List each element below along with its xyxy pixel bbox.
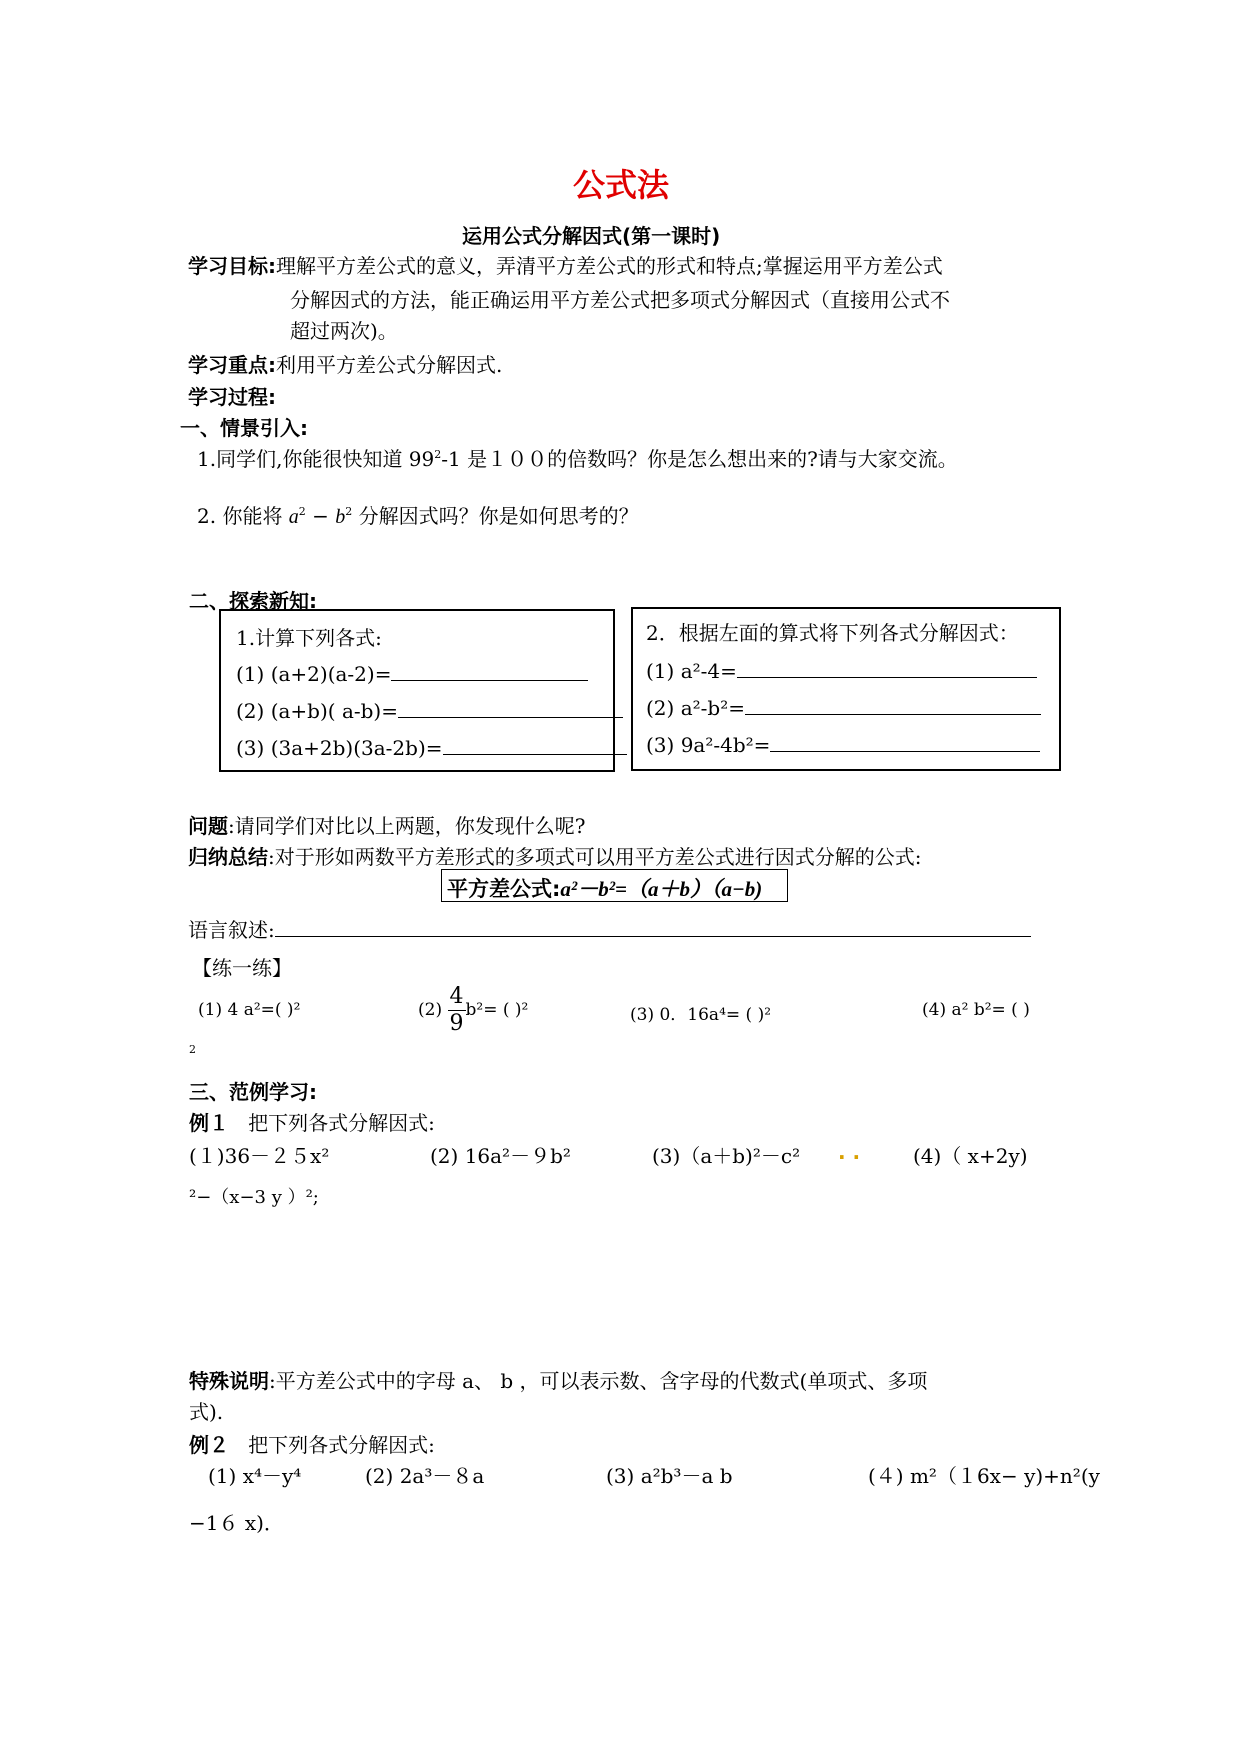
note-line-2: 式). (189, 1400, 224, 1424)
left-box-item-3: (3) (3a+2b)(3a-2b)= (236, 736, 627, 760)
fraction-numerator: 4 (449, 984, 464, 1009)
q2-minus: − (305, 504, 336, 528)
example2-item-1: (1) x⁴－y⁴ (208, 1464, 302, 1488)
note-text-1: :平方差公式中的字母 a、 b ，可以表示数、含字母的代数式(单项式、多项 (269, 1369, 928, 1393)
goal-label: 学习目标: (188, 254, 276, 278)
question-label: 问题 (188, 814, 228, 838)
q1-text-post: -1 是１００的倍数吗？你是怎么想出来的?请与大家交流。 (441, 447, 958, 471)
practice-item-1: (1) 4 a²=( )² (198, 1000, 301, 1020)
practice-heading: 【练一练】 (192, 956, 292, 980)
right-box-item-3: (3) 9a²-4b²= (646, 733, 1040, 757)
formula-label: 平方差公式: (447, 877, 561, 901)
practice-item-2 (418, 984, 528, 1037)
example1-item-3: (3)（a＋b)²－c² (652, 1144, 801, 1168)
example2-item-4-cont: −1６ x)． (189, 1511, 284, 1535)
practice-item-4: (4) a² b²= ( ) (922, 1000, 1030, 1020)
section1-q2 (197, 500, 639, 529)
formula-expr: a²－b²=（a＋b）（a−b) (560, 877, 763, 901)
summary-text: :对于形如两数平方差形式的多项式可以用平方差公式进行因式分解的公式: (268, 845, 922, 869)
q1-sup: 2 (434, 448, 442, 461)
language-label: 语言叙述: (188, 918, 275, 942)
fraction-denominator: 9 (449, 1011, 464, 1036)
section3-heading: 三、范例学习: (189, 1080, 317, 1104)
q2-var-a: a (288, 506, 299, 528)
page-title: 公式法 (573, 166, 670, 204)
q2-sup-b: 2 (345, 505, 353, 518)
example2-text: 把下列各式分解因式: (248, 1433, 435, 1457)
example1-item-1: (１)36－２５x² (189, 1144, 330, 1168)
practice-item-2-label: (2) (418, 1000, 443, 1020)
example2-heading (189, 1429, 435, 1458)
example1-text: 把下列各式分解因式: (248, 1111, 435, 1135)
example2-label: 例２ (189, 1433, 229, 1457)
focus-label: 学习重点: (188, 353, 276, 377)
section1-heading: 一、情景引入: (180, 416, 308, 440)
question-line (188, 810, 585, 839)
formula-line (447, 873, 762, 903)
q1-text-pre: 1.同学们,你能很快知道 99 (197, 447, 435, 471)
right-box-title: 2．根据左面的算式将下列各式分解因式： (646, 621, 1019, 645)
example1-item-2: (2) 16a²－９b² (430, 1144, 571, 1168)
goal-line-1: 理解平方差公式的意义，弄清平方差公式的形式和特点;掌握运用平方差公式 (276, 254, 943, 278)
summary-label: 归纳总结 (188, 845, 268, 869)
example2-item-2: (2) 2a³－８a (365, 1464, 485, 1488)
process-label: 学习过程: (188, 385, 276, 409)
example2-item-3: (3) a²b³－a b (606, 1464, 733, 1488)
example1-label: 例１ (189, 1111, 229, 1135)
note-label: 特殊说明 (189, 1369, 269, 1393)
focus-block (188, 349, 502, 378)
focus-text: 利用平方差公式分解因式. (276, 353, 503, 377)
fraction-four-ninths (448, 984, 466, 1037)
question-text: :请同学们对比以上两题，你发现什么呢? (228, 814, 586, 838)
practice-item-2-tail: b²= ( )² (465, 1000, 529, 1020)
practice-wrap-sup: 2 (189, 1043, 196, 1056)
example1-item-4-cont: ²−（x−3 y ）²; (189, 1187, 319, 1208)
page-subtitle: 运用公式分解因式(第一课时) (462, 224, 721, 248)
right-box-item-1: (1) a²-4= (646, 659, 1037, 683)
decorative-dots: . . (838, 1140, 861, 1164)
q2-text-pre: 2. 你能将 (197, 504, 289, 528)
practice-item-3: (3) 0．16a⁴= ( )² (630, 1005, 772, 1025)
left-box-item-1: (1) (a+2)(a-2)= (236, 662, 588, 686)
note-line-1 (189, 1365, 927, 1394)
language-line (188, 914, 1031, 943)
example1-heading (189, 1107, 435, 1136)
left-box-item-2: (2) (a+b)( a-b)= (236, 699, 623, 723)
goal-line-2: 分解因式的方法，能正确运用平方差公式把多项式分解因式（直接用公式不 (290, 288, 950, 312)
left-box-title: 1.计算下列各式: (236, 626, 382, 650)
right-box-item-2: (2) a²-b²= (646, 696, 1041, 720)
example2-item-4: (４) m²（１6x− y)+n²(y (868, 1464, 1100, 1488)
summary-line (188, 841, 921, 870)
q2-sup-a: 2 (298, 505, 306, 518)
goal-block (188, 250, 943, 279)
goal-line-3: 超过两次)。 (290, 319, 398, 343)
section1-q1 (197, 443, 958, 472)
example1-item-4: (4)（ x+2y) (913, 1144, 1028, 1168)
q2-var-b: b (335, 506, 346, 528)
section2-heading: 二、探索新知: (189, 589, 317, 613)
q2-text-post: 分解因式吗？你是如何思考的？ (352, 504, 639, 528)
